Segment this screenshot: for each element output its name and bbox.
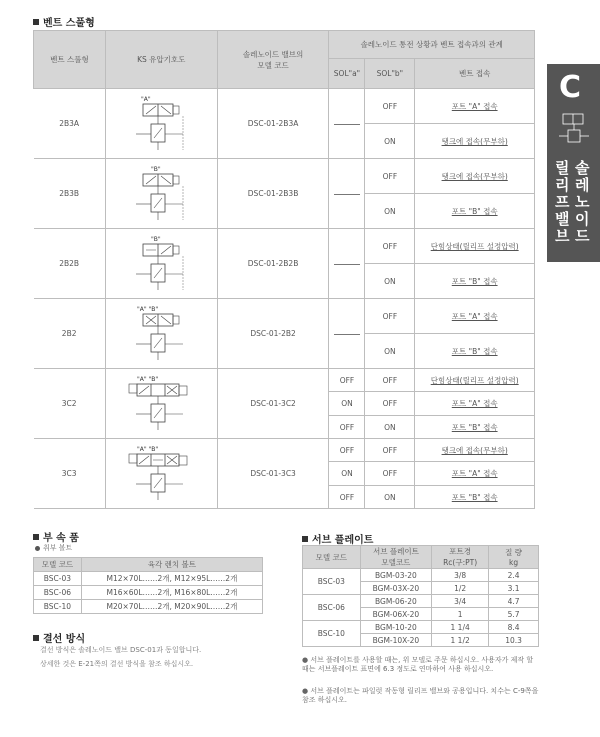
section-side-tab — [547, 64, 600, 262]
model-code: BSC-10 — [303, 621, 361, 647]
svg-text:"B": "B" — [151, 235, 161, 243]
sol-b-value: ON — [365, 486, 415, 509]
vent-connection: 포트 "B" 접속 — [415, 264, 535, 299]
ks-symbol-cell — [105, 439, 217, 509]
sol-b-value: ON — [365, 194, 415, 229]
valve-symbol-icon — [557, 110, 591, 146]
header-sol-a: SOL"a" — [329, 59, 365, 89]
header-model-code: 모델 코드 — [34, 558, 82, 572]
ks-symbol-cell — [105, 229, 217, 299]
sol-a-value: ON — [329, 462, 365, 486]
spool-code: 2B3A — [34, 89, 106, 159]
vent-connection: 포트 "A" 접속 — [415, 392, 535, 416]
hydraulic-symbol-icon — [121, 374, 201, 434]
svg-text:"B": "B" — [151, 165, 161, 173]
model-code: DSC-01-2B3B — [217, 159, 329, 229]
svg-text:"A" "B": "A" "B" — [137, 305, 159, 313]
header-vent-conn: 벤트 접속 — [415, 59, 535, 89]
dash-mark — [334, 264, 360, 265]
svg-text:"A": "A" — [141, 95, 151, 103]
sol-a-value — [329, 159, 365, 229]
mass: 4.7 — [489, 595, 539, 608]
model-code: DSC-01-2B3A — [217, 89, 329, 159]
hydraulic-symbol-icon — [121, 164, 201, 224]
spool-code: 2B3B — [34, 159, 106, 229]
sol-b-value: OFF — [365, 229, 415, 264]
table-row — [34, 586, 263, 600]
accessories-subtitle: 취부 볼트 — [35, 543, 72, 553]
header-model-code: 모델 코드 — [303, 546, 361, 569]
sol-a-value: OFF — [329, 369, 365, 392]
bolt-spec: M16×60L……2개, M16×80L……2개 — [81, 586, 262, 600]
vent-connection: 단힘상태(릴리프 설정압력) — [415, 229, 535, 264]
ks-symbol-cell — [105, 89, 217, 159]
hydraulic-symbol-icon — [121, 94, 201, 154]
dash-mark — [334, 334, 360, 335]
spool-code: 3C2 — [34, 369, 106, 439]
header-sol-b: SOL"b" — [365, 59, 415, 89]
model-code: DSC-01-3C2 — [217, 369, 329, 439]
bolt-spec: M20×70L……2개, M20×90L……2개 — [81, 600, 262, 614]
dot-bullet-icon — [35, 546, 40, 551]
subplate-note-1: ● 서브 플레이트를 사용할 때는, 위 모델로 주문 하십시오. 사용자가 제작 할 때는 서브플레이트 표면에 6.3 정도로 연마하여 사용 하십시오. — [302, 656, 534, 673]
plate-code: BGM-10X-20 — [360, 634, 432, 647]
model-code: DSC-01-2B2B — [217, 229, 329, 299]
vent-connection: 포트 "B" 접속 — [415, 416, 535, 439]
svg-text:"A" "B": "A" "B" — [137, 375, 159, 383]
table-row — [34, 229, 535, 264]
model-code: DSC-01-3C3 — [217, 439, 329, 509]
sol-b-value: OFF — [365, 439, 415, 462]
table-row — [34, 572, 263, 586]
ks-symbol-cell — [105, 159, 217, 229]
vent-connection: 포트 "A" 접속 — [415, 462, 535, 486]
accessories-section-title: 부 속 품 — [33, 529, 79, 544]
spool-code: 3C3 — [34, 439, 106, 509]
model-code: BSC-03 — [34, 572, 82, 586]
subplate-note-2: ● 서브 플레이트는 파일럿 작동형 릴리프 밸브와 공용입니다. 치수는 C-9쪽을 참조 하십시오. — [302, 687, 539, 704]
section-letter: C — [559, 70, 582, 105]
header-plate-code: 서브 플레이트 모델코드 — [360, 546, 432, 569]
sol-a-value — [329, 299, 365, 369]
sol-a-value — [329, 229, 365, 299]
model-code: BSC-03 — [303, 569, 361, 595]
model-code: BSC-10 — [34, 600, 82, 614]
plate-code: BGM-03X-20 — [360, 582, 432, 595]
sol-a-value: OFF — [329, 486, 365, 509]
model-code: BSC-06 — [303, 595, 361, 621]
sol-b-value: ON — [365, 334, 415, 369]
sol-b-value: OFF — [365, 299, 415, 334]
table-row — [303, 595, 539, 608]
sol-b-value: ON — [365, 416, 415, 439]
hydraulic-symbol-icon — [121, 444, 201, 504]
plate-code: BGM-03-20 — [360, 569, 432, 582]
sol-b-value: ON — [365, 264, 415, 299]
header-model-code: 솔레노이드 밸브의 모델 코드 — [217, 31, 329, 89]
sol-b-value: ON — [365, 124, 415, 159]
subplate-table — [302, 545, 539, 647]
square-bullet-icon — [33, 635, 39, 641]
spool-code: 2B2B — [34, 229, 106, 299]
model-code: DSC-01-2B2 — [217, 299, 329, 369]
header-port-size: 포트경 Rc(구:PT) — [432, 546, 489, 569]
vent-connection: 포트 "A" 접속 — [415, 299, 535, 334]
port-size: 3/8 — [432, 569, 489, 582]
vent-spool-table — [33, 30, 535, 509]
wiring-text-2: 상세한 것은 E-21쪽의 결선 방식을 참조 하십시오. — [40, 660, 194, 668]
ks-symbol-cell — [105, 369, 217, 439]
table-row — [34, 439, 535, 462]
sol-a-value: OFF — [329, 416, 365, 439]
dash-mark — [334, 194, 360, 195]
vent-connection: 탱크에 접속(무부하) — [415, 159, 535, 194]
wiring-text-1: 결선 방식은 솔레노이드 밸브 DSC-01과 동일합니다. — [40, 646, 202, 654]
dash-mark — [334, 124, 360, 125]
hydraulic-symbol-icon — [121, 234, 201, 294]
spool-code: 2B2 — [34, 299, 106, 369]
square-bullet-icon — [33, 19, 39, 25]
table-row — [34, 89, 535, 124]
sol-b-value: OFF — [365, 369, 415, 392]
sol-b-value: OFF — [365, 462, 415, 486]
sol-b-value: OFF — [365, 392, 415, 416]
mass: 10.3 — [489, 634, 539, 647]
vent-connection: 탱크에 접속(무부하) — [415, 124, 535, 159]
dot-bullet-icon: ● — [302, 656, 309, 664]
port-size: 1 1/2 — [432, 634, 489, 647]
vent-connection: 포트 "B" 접속 — [415, 194, 535, 229]
vent-section-title: 벤트 스풀형 — [33, 14, 95, 29]
subplate-section-title: 서브 플레이트 — [302, 531, 373, 546]
header-bolt: 육각 렌치 볼트 — [81, 558, 262, 572]
square-bullet-icon — [302, 536, 308, 542]
header-mass: 질 량 kg — [489, 546, 539, 569]
sol-a-value: ON — [329, 392, 365, 416]
side-tab-text-1: 릴리프밸브 — [555, 159, 570, 245]
mass: 5.7 — [489, 608, 539, 621]
port-size: 3/4 — [432, 595, 489, 608]
side-tab-text-2: 솔레노이드 — [575, 159, 590, 245]
table-row — [34, 600, 263, 614]
bolt-spec: M12×70L……2개, M12×95L……2개 — [81, 572, 262, 586]
port-size: 1/2 — [432, 582, 489, 595]
model-code: BSC-06 — [34, 586, 82, 600]
wiring-section-title: 결선 방식 — [33, 630, 85, 645]
vent-connection: 포트 "A" 접속 — [415, 89, 535, 124]
header-spool: 벤트 스풀형 — [34, 31, 106, 89]
sol-a-value: OFF — [329, 439, 365, 462]
mass: 3.1 — [489, 582, 539, 595]
header-relation: 솔레노이드 통전 상황과 벤트 접속과의 관계 — [329, 31, 535, 59]
vent-connection: 단힘상태(릴리프 설정압력) — [415, 369, 535, 392]
header-ks-symbol: KS 유압기호도 — [105, 31, 217, 89]
square-bullet-icon — [33, 534, 39, 540]
plate-code: BGM-06X-20 — [360, 608, 432, 621]
accessories-table — [33, 557, 263, 614]
sol-a-value — [329, 89, 365, 159]
plate-code: BGM-10-20 — [360, 621, 432, 634]
mass: 2.4 — [489, 569, 539, 582]
vent-connection: 탱크에 접속(무부하) — [415, 439, 535, 462]
port-size: 1 — [432, 608, 489, 621]
table-row — [303, 569, 539, 582]
plate-code: BGM-06-20 — [360, 595, 432, 608]
mass: 8.4 — [489, 621, 539, 634]
sol-b-value: OFF — [365, 159, 415, 194]
table-row — [34, 299, 535, 334]
sol-b-value: OFF — [365, 89, 415, 124]
vent-connection: 포트 "B" 접속 — [415, 486, 535, 509]
ks-symbol-cell — [105, 299, 217, 369]
dot-bullet-icon: ● — [302, 687, 309, 695]
table-row — [303, 621, 539, 634]
vent-connection: 포트 "B" 접속 — [415, 334, 535, 369]
table-row — [34, 159, 535, 194]
table-row — [34, 369, 535, 392]
svg-text:"A" "B": "A" "B" — [137, 445, 159, 453]
hydraulic-symbol-icon — [121, 304, 201, 364]
port-size: 1 1/4 — [432, 621, 489, 634]
